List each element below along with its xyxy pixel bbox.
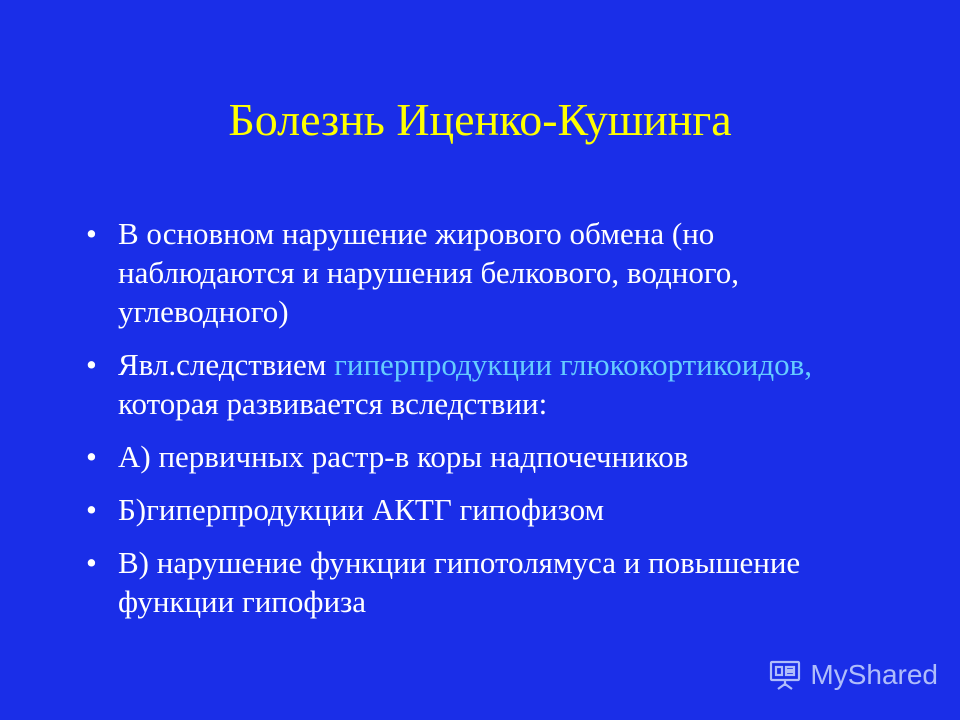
bullet-text-suffix: которая развивается вследствии: <box>118 386 548 421</box>
bullet-marker: • <box>86 492 97 527</box>
bullet-text: А) первичных растр-в коры надпочечников <box>118 439 689 474</box>
bullet-text: В) нарушение функции гипотолямуса и повышение функции гипофиза <box>118 545 801 619</box>
bullet-text: Б)гиперпродукции АКТГ гипофизом <box>118 492 605 527</box>
bullet-text: В основном нарушение жирового обмена (но наблюдаются и нарушения белкового, водного, углеводного) <box>118 216 740 329</box>
projector-screen-icon <box>768 658 802 692</box>
slide-title: Болезнь Иценко-Кушинга <box>228 94 732 145</box>
bullet-item <box>82 345 882 423</box>
bullet-item <box>82 214 882 331</box>
bullet-item <box>82 437 882 476</box>
bullet-item <box>82 543 882 621</box>
bullet-marker: • <box>86 347 97 382</box>
bullet-list <box>82 214 882 635</box>
bullet-marker: • <box>86 545 97 580</box>
bullet-text-prefix: Явл.следствием <box>118 347 335 382</box>
watermark-text: MyShared <box>810 659 938 690</box>
bullet-marker: • <box>86 439 97 474</box>
bullet-item <box>82 490 882 529</box>
watermark <box>768 658 938 692</box>
bullet-marker: • <box>86 216 97 251</box>
bullet-text-highlight: гиперпродукции глюкокортикоидов, <box>334 347 813 382</box>
